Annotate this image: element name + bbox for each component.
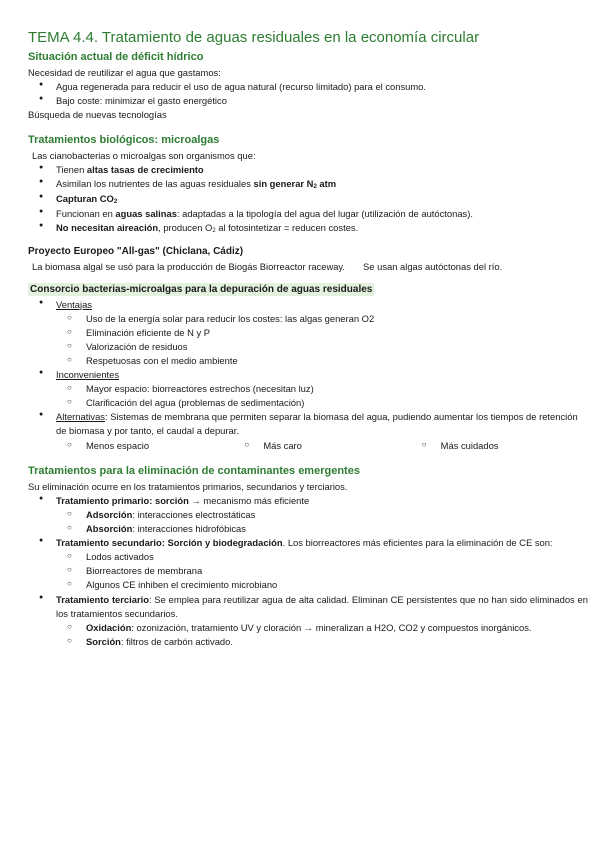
list-item: ● Bajo coste: minimizar el gasto energético xyxy=(28,94,588,108)
bold-text: Sorción xyxy=(86,635,121,647)
text: : interacciones electrostáticas xyxy=(132,508,256,520)
alternatives-row xyxy=(56,439,588,453)
bullet-list xyxy=(28,80,588,108)
sub-list-item: ○ Clarificación del agua (problemas de sedimentación) xyxy=(56,396,588,410)
text: Asimilan los nutrientes de las aguas residuales xyxy=(56,178,254,190)
bullet-list xyxy=(28,163,588,236)
text: al fotosintetizar = reducen costes. xyxy=(215,222,359,234)
paragraph: Su eliminación ocurre en los tratamientos primarios, secundarios y terciarios. xyxy=(28,480,348,492)
text: : ozonización, tratamiento UV y cloración → mineralizan a H2O, CO2 y compuestos inorgánicos. xyxy=(131,621,532,633)
sub-list-item: ○ Valorización de residuos xyxy=(56,340,588,354)
sub-list-item: ○ Algunos CE inhiben el crecimiento microbiano xyxy=(56,578,588,592)
list-item xyxy=(28,410,588,452)
bold-text: Adsorción xyxy=(86,508,133,520)
text: , producen O xyxy=(158,222,213,234)
text: Se usan algas autóctonas del río. xyxy=(363,260,503,272)
sub-list-item: ○ Respetuosas con el medio ambiente xyxy=(56,354,588,368)
text: → mecanismo más eficiente xyxy=(188,494,310,506)
bold-text: Capturan CO xyxy=(56,193,114,205)
bold-text: atm xyxy=(316,178,337,190)
sub-list xyxy=(56,550,588,592)
list-item xyxy=(28,536,588,592)
list-item xyxy=(28,207,588,221)
heading-all-gas: Proyecto Europeo "All-gas" (Chiclana, Cádiz) xyxy=(28,246,244,258)
sub-list-item: ○ Menos espacio xyxy=(56,439,233,453)
text: Funcionan en xyxy=(56,208,116,220)
list-item xyxy=(28,298,588,369)
heading-consorcio: Consorcio bacterias-microalgas para la depuración de aguas residuales xyxy=(30,284,373,295)
paragraph: Las cianobacterias o microalgas son organismos que: xyxy=(32,150,256,162)
text: : interacciones hidrofóbicas xyxy=(132,522,246,534)
sub-list-item xyxy=(56,508,588,522)
bold-text: altas tasas de crecimiento xyxy=(86,164,204,176)
heading-contaminantes-emergentes: Tratamientos para la eliminación de contaminantes emergentes xyxy=(28,464,360,477)
sub-list xyxy=(56,312,588,368)
paragraph xyxy=(28,260,588,274)
list-item xyxy=(28,494,588,536)
subscript: 2 xyxy=(212,228,216,235)
text: . Los biorreactores más eficientes para la eliminación de CE son: xyxy=(282,537,553,549)
text: : adaptadas a la tipología del agua del lugar (utilización de autóctonas). xyxy=(176,208,473,220)
list-item xyxy=(28,177,588,192)
sub-list-item: ○ Biorreactores de membrana xyxy=(56,564,588,578)
sub-list-item xyxy=(56,522,588,536)
text: : Sistemas de membrana que permiten separar la biomasa del agua, pudiendo aumentar los tiempos de retención de biomasa y por tanto, el caudal a depurar. xyxy=(56,411,578,437)
underlined-label: Inconvenientes xyxy=(56,369,120,381)
list-item xyxy=(28,192,588,207)
list-item xyxy=(28,163,588,177)
subscript: 2 xyxy=(313,184,317,191)
text: La biomasa algal se usó para la producción de Biogás Biorreactor raceway. xyxy=(32,260,346,272)
bullet-list xyxy=(28,494,588,649)
bold-text: sin generar N xyxy=(253,178,314,190)
list-item xyxy=(28,593,588,649)
text: : filtros de carbón activado. xyxy=(120,635,233,647)
sub-list xyxy=(56,382,588,410)
bold-text: Tratamiento primario: sorción xyxy=(56,494,189,506)
sub-list-item: ○ Más cuidados xyxy=(411,439,588,453)
bullet-list xyxy=(28,298,588,453)
heading-deficit-hidrico: Situación actual de déficit hídrico xyxy=(28,50,204,63)
bold-text: Tratamiento terciario xyxy=(56,593,149,605)
sub-list-item: ○ Mayor espacio: biorreactores estrechos (necesitan luz) xyxy=(56,382,588,396)
sub-list-item: ○ Más caro xyxy=(233,439,410,453)
sub-list-item xyxy=(56,621,588,635)
subscript: 2 xyxy=(113,199,118,206)
sub-list-item: ○ Uso de la energía solar para reducir los costes: las algas generan O2 xyxy=(56,312,588,326)
heading-microalgas: Tratamientos biológicos: microalgas xyxy=(28,134,220,147)
sub-list-item: ○ Eliminación eficiente de N y P xyxy=(56,326,588,340)
underlined-label: Alternativas xyxy=(56,411,105,423)
bold-text: Absorción xyxy=(86,522,133,534)
sub-list xyxy=(56,621,588,649)
bold-text: aguas salinas xyxy=(115,208,177,220)
sub-list-item: ○ Lodos activados xyxy=(56,550,588,564)
page-title: TEMA 4.4. Tratamiento de aguas residuales en la economía circular xyxy=(28,29,480,46)
underlined-label: Ventajas xyxy=(56,298,92,310)
list-item: ● Agua regenerada para reducir el uso de agua natural (recurso limitado) para el consumo. xyxy=(28,80,588,94)
sub-list-item xyxy=(56,635,588,649)
sub-list xyxy=(56,508,588,536)
paragraph: Necesidad de reutilizar el agua que gastamos: xyxy=(28,66,221,78)
bold-text: Oxidación xyxy=(86,621,132,633)
list-item xyxy=(28,221,588,236)
list-item xyxy=(28,368,588,410)
bold-text: Tratamiento secundario: Sorción y biodegradación xyxy=(56,537,283,549)
paragraph: Búsqueda de nuevas tecnologías xyxy=(28,109,167,121)
text: : Se emplea para reutilizar agua de alta calidad. Eliminan CE persistentes que no han sido eliminados en los tratamientos secundarios. xyxy=(56,593,588,619)
bold-text: No necesitan aireación xyxy=(56,222,159,234)
text: Tienen xyxy=(56,164,87,176)
